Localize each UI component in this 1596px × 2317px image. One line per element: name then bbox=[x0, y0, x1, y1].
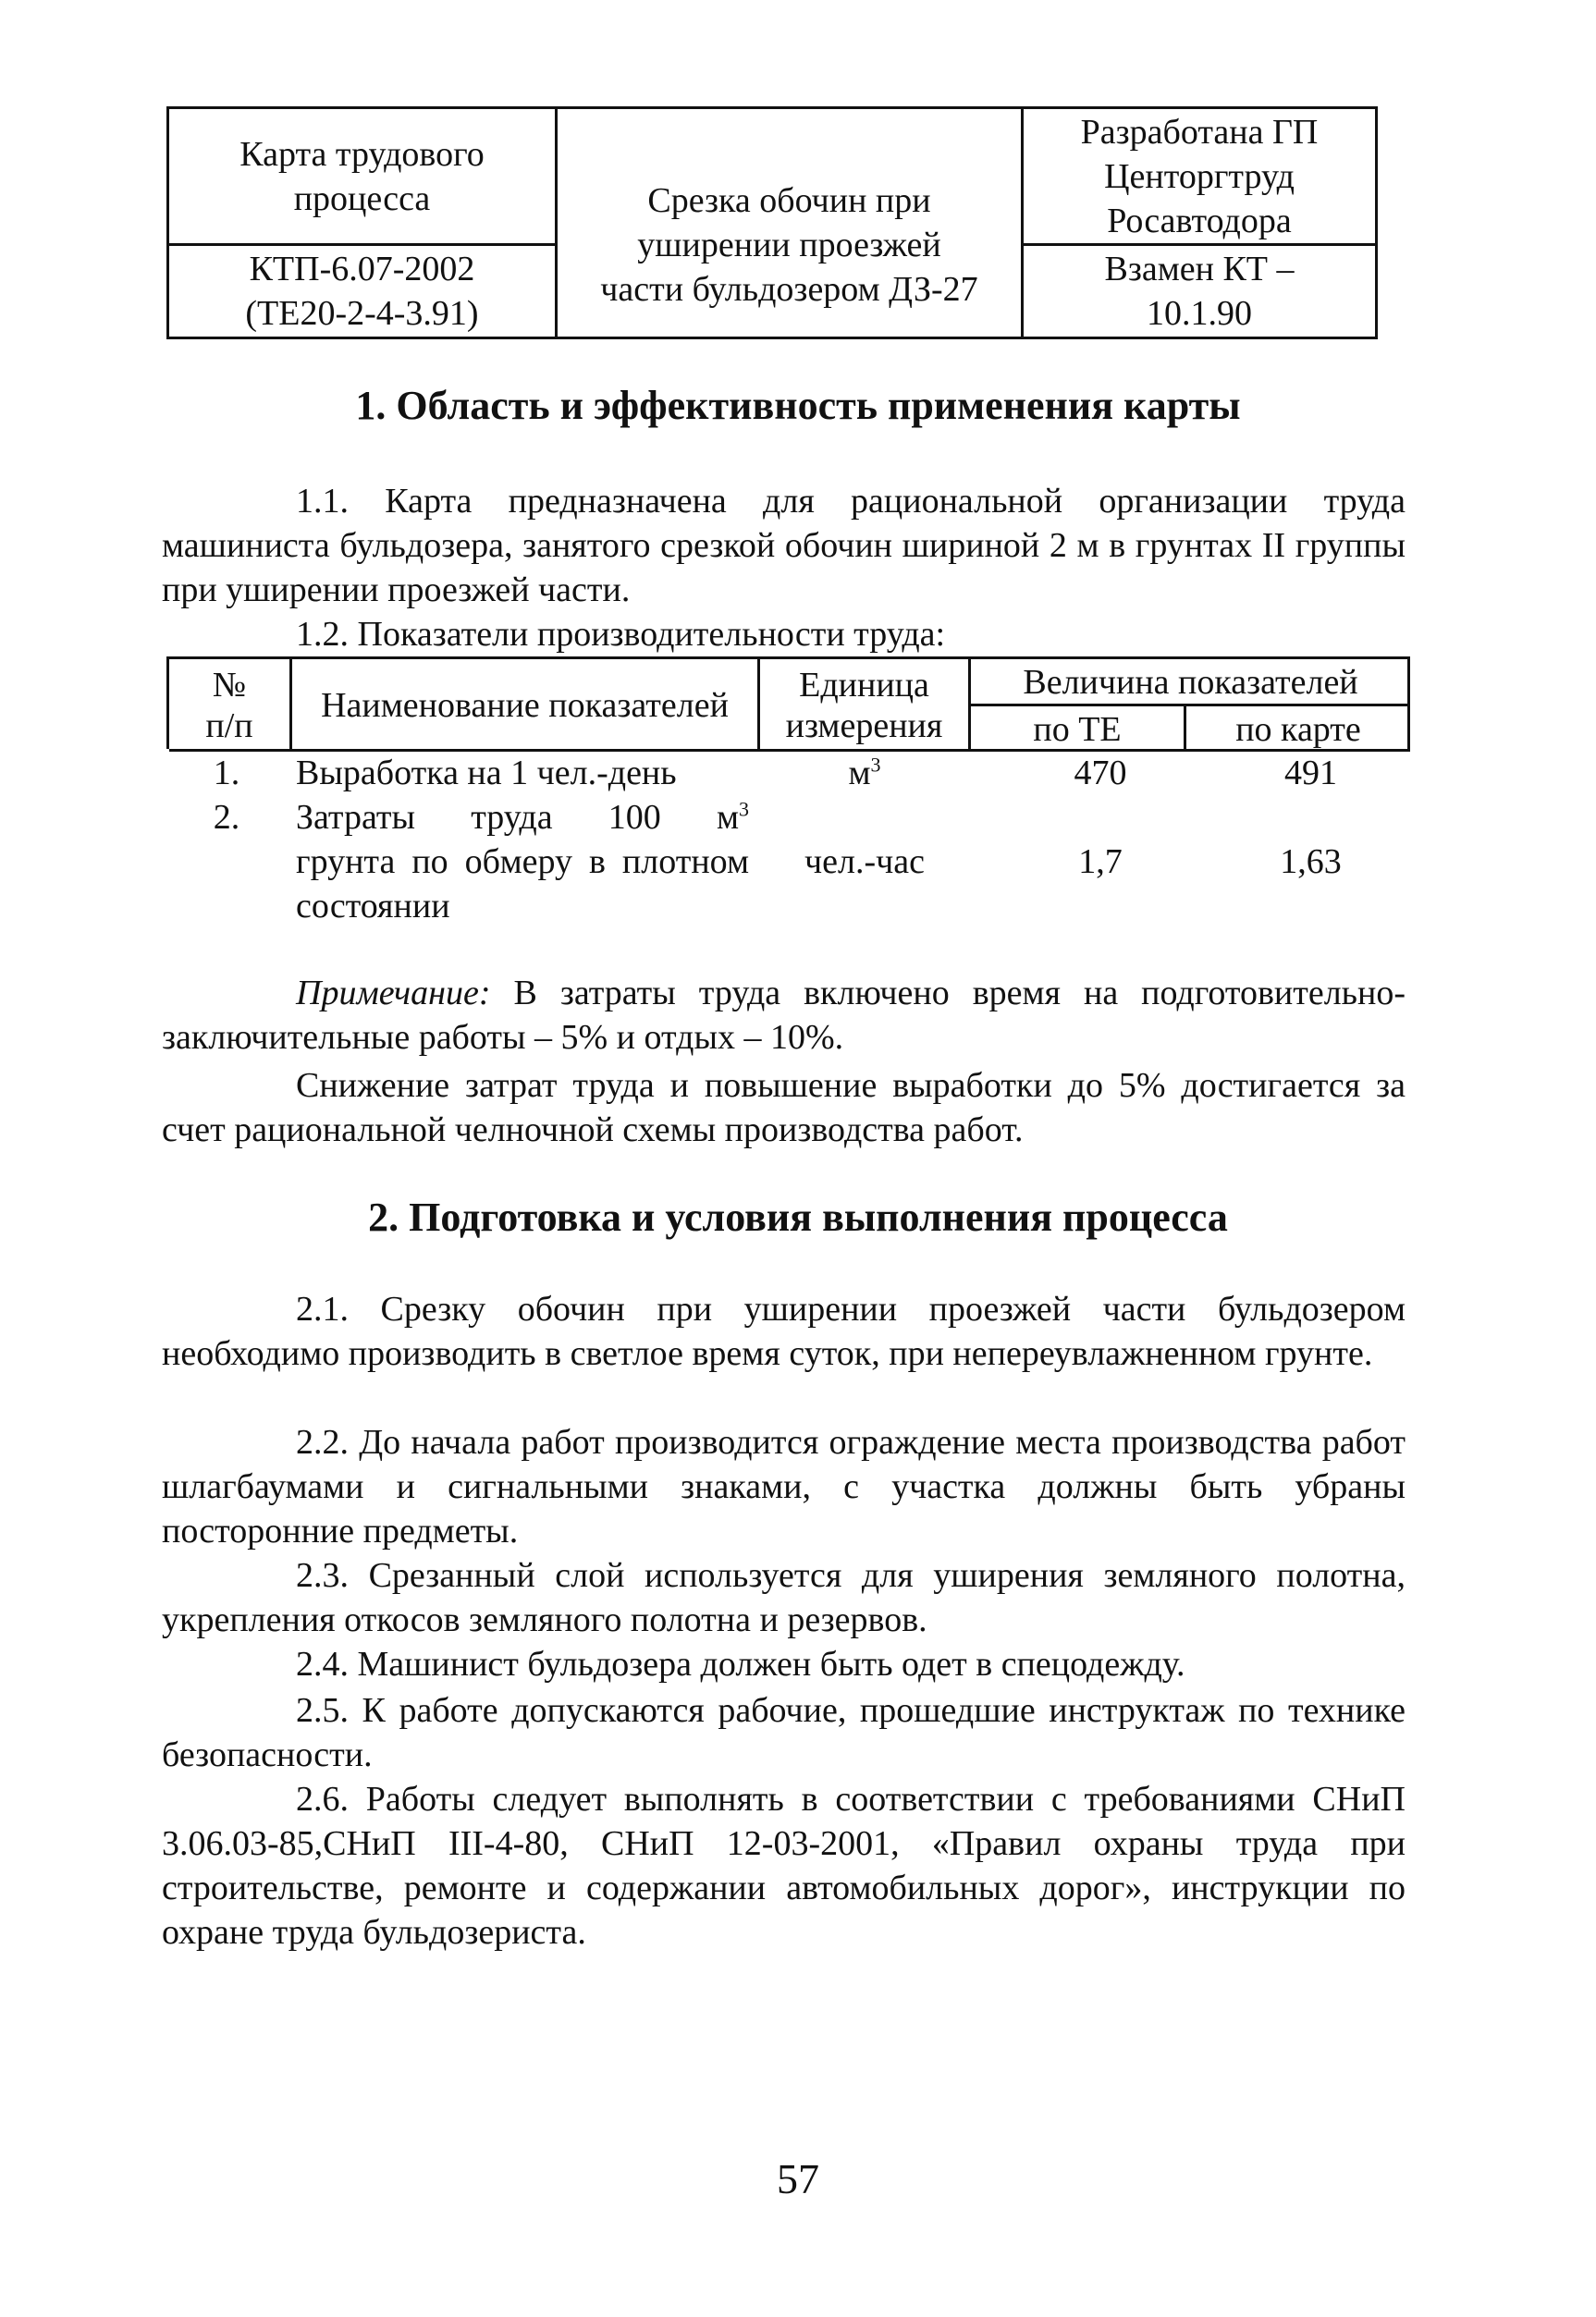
col-header-unit: Единица измерения bbox=[785, 666, 943, 745]
paragraph-2-3: 2.3. Срезанный слой используется для уширения земляного полотна, укрепления откосов земляного полотна и резервов. bbox=[162, 1556, 1406, 1639]
note-paragraph-2: Снижение затрат труда и повышение выработки до 5% достигается за счет рациональной челночной схемы производства работ. bbox=[162, 1066, 1406, 1149]
page-number: 57 bbox=[777, 2155, 819, 2202]
paragraph-2-1: 2.1. Срезку обочин при уширении проезжей части бульдозером необходимо производить в светлое время суток, при непереувлажненном грунте. bbox=[162, 1290, 1406, 1373]
card-type-label: Карта трудового процесса bbox=[169, 109, 555, 246]
header-middle-column bbox=[558, 109, 1024, 337]
col-header-num: № п/п bbox=[205, 666, 253, 745]
col-header-name: Наименование показателей bbox=[321, 686, 729, 725]
note-paragraph bbox=[162, 971, 1406, 1060]
row-unit: $м^3$ bbox=[848, 753, 881, 792]
card-title: Срезка обочин при уширении проезжей части бульдозером ДЗ-27 bbox=[600, 181, 978, 309]
row-unit: чел.-час bbox=[804, 842, 925, 881]
card-code: КТП-6.07-2002 (ТЕ20-2-4-3.91) bbox=[245, 250, 479, 333]
row-name: Выработка на 1 чел.-день bbox=[296, 754, 677, 792]
indicators-table-header bbox=[166, 656, 1410, 749]
paragraph-2-6: 2.6. Работы следует выполнять в соответствии с требованиями СНиП 3.06.03-85,СНиП III-4-80, СНиП 12-03-2001, «Правил охраны труда при строительстве, ремонте и содержании автомобильных дорог», инструкции по охране труда бульдозериста. bbox=[162, 1780, 1406, 1952]
section-1-title: 1. Область и эффективность применения карты bbox=[355, 383, 1241, 428]
col-header-card: по карте bbox=[1235, 709, 1361, 749]
row-num: 1. bbox=[213, 754, 240, 792]
paragraph-2-2: 2.2. До начала работ производится ограждение места производства работ шлагбаумами и сигнальными знаками, с участка должны быть убраны посторонние предметы. bbox=[162, 1423, 1406, 1551]
header-left-column bbox=[169, 109, 558, 337]
section-2-title: 2. Подготовка и условия выполнения процесса bbox=[368, 1195, 1228, 1240]
row-num: 2. bbox=[213, 798, 240, 837]
col-header-te: по ТЕ bbox=[1033, 709, 1122, 749]
header-right-column bbox=[1024, 109, 1375, 337]
row-value-te: 1,7 bbox=[1078, 842, 1123, 881]
row-name: Затраты труда 100 $м^3$ bbox=[296, 797, 749, 837]
paragraph-1-1: 1.1. Карта предназначена для рациональной организации труда машиниста бульдозера, занятого срезкой обочин шириной 2 м в грунтах II группы при уширении проезжей части. bbox=[162, 482, 1406, 609]
col-header-value: Величина показателей bbox=[1023, 663, 1358, 702]
row-value-card: 1,63 bbox=[1280, 842, 1342, 881]
paragraph-2-5: 2.5. К работе допускаются рабочие, прошедшие инструктаж по технике безопасности. bbox=[162, 1691, 1406, 1774]
card-header-table bbox=[166, 106, 1378, 339]
note-label: Примечание: bbox=[296, 974, 491, 1012]
paragraph-2-4: 2.4. Машинист бульдозера должен быть одет в спецодежду. bbox=[296, 1645, 1185, 1684]
paragraph-1-2: 1.2. Показатели производительности труда: bbox=[296, 615, 946, 654]
row-value-card: 491 bbox=[1284, 754, 1337, 792]
row-name-continued: грунта по обмеру в плотном состоянии bbox=[296, 842, 749, 926]
note-text: В затраты труда включено время на подготовительно-заключительные работы – 5% и отдых – 10%. bbox=[162, 974, 1406, 1057]
developer-label: Разработана ГП Центоргтруд Росавтодора bbox=[1024, 109, 1375, 246]
replaces-label: Взамен КТ – 10.1.90 bbox=[1104, 250, 1295, 333]
row-value-te: 470 bbox=[1074, 754, 1127, 792]
